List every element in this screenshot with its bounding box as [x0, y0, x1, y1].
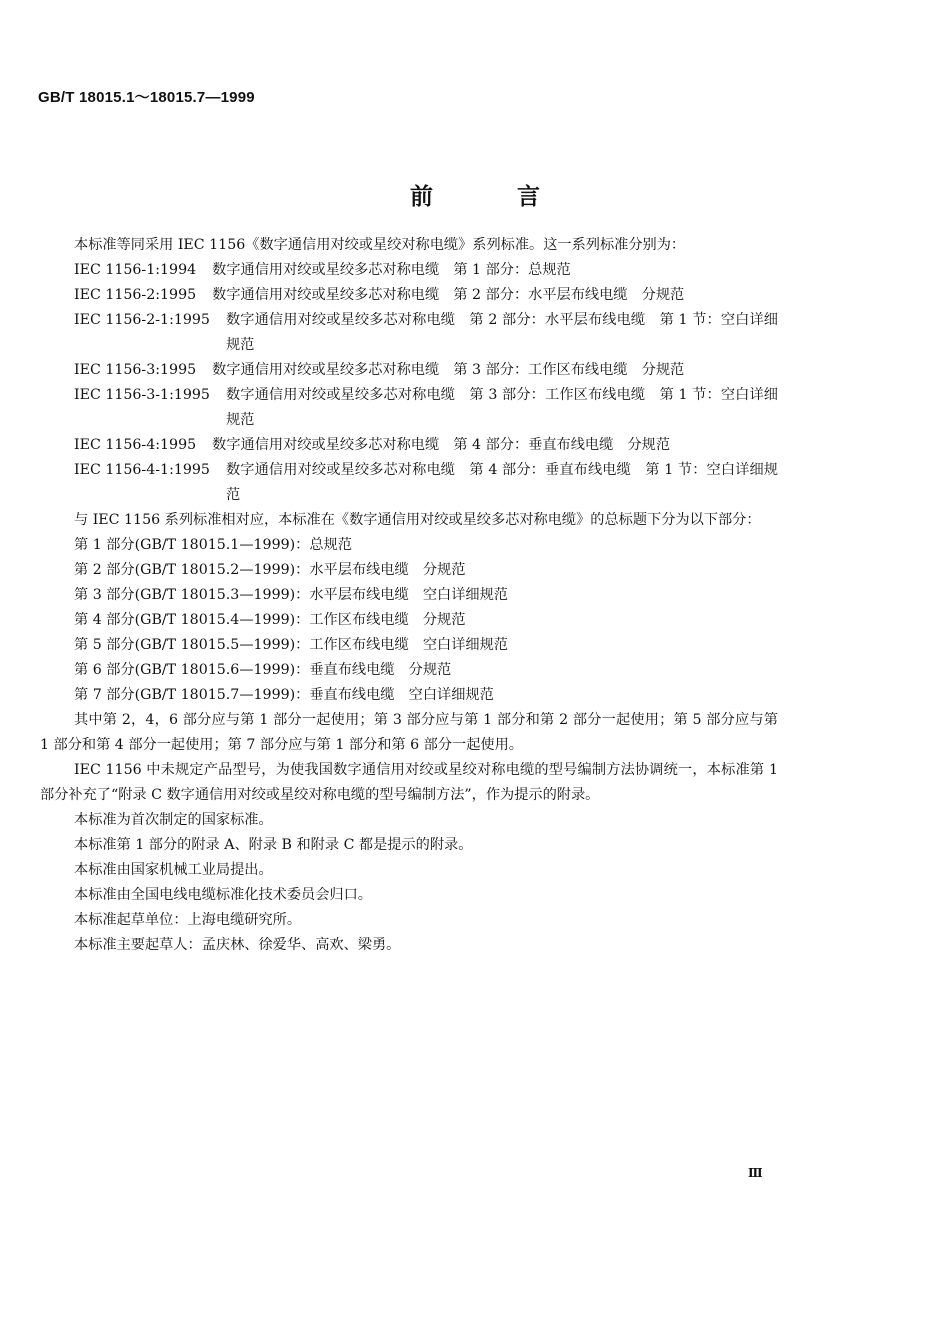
- iec-code: IEC 1156-3-1:1995: [74, 387, 210, 403]
- statement: 本标准由全国电线电缆标准化技术委员会归口。: [74, 887, 372, 903]
- statements-list: [40, 808, 778, 958]
- iec-code: IEC 1156-2:1995: [74, 287, 197, 303]
- intro-paragraph: 本标准等同采用 IEC 1156《数字通信用对绞或星绞对称电缆》系列标准。这一系列标准分别为：: [74, 237, 686, 253]
- list-item: [40, 308, 778, 358]
- iec-code: IEC 1156-4-1:1995: [74, 462, 210, 478]
- title-char-1: 前: [410, 184, 433, 210]
- standard-code-header: GB/T 18015.1～18015.7—1999: [38, 89, 255, 106]
- page-title: [0, 178, 950, 211]
- list-item: [40, 458, 778, 508]
- correspondence-paragraph: 与 IEC 1156 系列标准相对应，本标准在《数字通信用对绞或星绞多芯对称电缆》的总标题下分为以下部分：: [74, 512, 761, 528]
- page-number: Ⅲ: [748, 1166, 763, 1180]
- foreword-body: [40, 233, 778, 958]
- iec-title: 数字通信用对绞或星绞多芯对称电缆 第 3 部分：工作区布线电缆 第 1 节：空白详细规范: [225, 387, 778, 428]
- usage-paragraph: 其中第 2，4，6 部分应与第 1 部分一起使用；第 3 部分应与第 1 部分和第 2 部分一起使用；第 5 部分应与第 1 部分和第 4 部分一起使用；第 7 部分应与第 1 部分和第 6 部分一起使用。: [40, 712, 778, 753]
- iec-title: 数字通信用对绞或星绞多芯对称电缆 第 4 部分：垂直布线电缆 分规范: [212, 437, 671, 453]
- iec-code: IEC 1156-2-1:1995: [74, 312, 210, 328]
- iec-code: IEC 1156-4:1995: [74, 437, 197, 453]
- statement: 本标准第 1 部分的附录 A、附录 B 和附录 C 都是提示的附录。: [74, 837, 473, 853]
- iec-standard-list: [40, 258, 778, 508]
- statement: 本标准主要起草人：孟庆林、徐爱华、高欢、梁勇。: [74, 937, 401, 953]
- list-item: [40, 358, 778, 383]
- parts-list: [40, 533, 778, 708]
- list-item: 第 3 部分(GB/T 18015.3—1999)：水平层布线电缆 空白详细规范: [74, 587, 508, 603]
- iec-code: IEC 1156-1:1994: [74, 262, 197, 278]
- statement: 本标准为首次制定的国家标准。: [74, 812, 273, 828]
- list-item: 第 7 部分(GB/T 18015.7—1999)：垂直布线电缆 空白详细规范: [74, 687, 494, 703]
- list-item: [40, 258, 778, 283]
- list-item: 第 4 部分(GB/T 18015.4—1999)：工作区布线电缆 分规范: [74, 612, 466, 628]
- list-item: 第 5 部分(GB/T 18015.5—1999)：工作区布线电缆 空白详细规范: [74, 637, 508, 653]
- iec-title: 数字通信用对绞或星绞多芯对称电缆 第 4 部分：垂直布线电缆 第 1 节：空白详细规范: [225, 462, 778, 503]
- statement: 本标准起草单位：上海电缆研究所。: [74, 912, 302, 928]
- iec-code: IEC 1156-3:1995: [74, 362, 197, 378]
- iec-title: 数字通信用对绞或星绞多芯对称电缆 第 2 部分：水平层布线电缆 第 1 节：空白详细规范: [225, 312, 778, 353]
- iec-title: 数字通信用对绞或星绞多芯对称电缆 第 3 部分：工作区布线电缆 分规范: [212, 362, 685, 378]
- list-item: 第 1 部分(GB/T 18015.1—1999)：总规范: [74, 537, 352, 553]
- list-item: [40, 283, 778, 308]
- iec-title: 数字通信用对绞或星绞多芯对称电缆 第 1 部分：总规范: [212, 262, 571, 278]
- statement: 本标准由国家机械工业局提出。: [74, 862, 273, 878]
- title-char-2: 言: [517, 184, 540, 210]
- list-item: [40, 383, 778, 433]
- iec-title: 数字通信用对绞或星绞多芯对称电缆 第 2 部分：水平层布线电缆 分规范: [212, 287, 685, 303]
- model-note-paragraph: IEC 1156 中未规定产品型号，为使我国数字通信用对绞或星绞对称电缆的型号编制方法协调统一，本标准第 1 部分补充了“附录 C 数字通信用对绞或星绞对称电缆的型号编制方法”，作为提示的附录。: [40, 762, 778, 803]
- list-item: [40, 433, 778, 458]
- list-item: 第 2 部分(GB/T 18015.2—1999)：水平层布线电缆 分规范: [74, 562, 466, 578]
- list-item: 第 6 部分(GB/T 18015.6—1999)：垂直布线电缆 分规范: [74, 662, 452, 678]
